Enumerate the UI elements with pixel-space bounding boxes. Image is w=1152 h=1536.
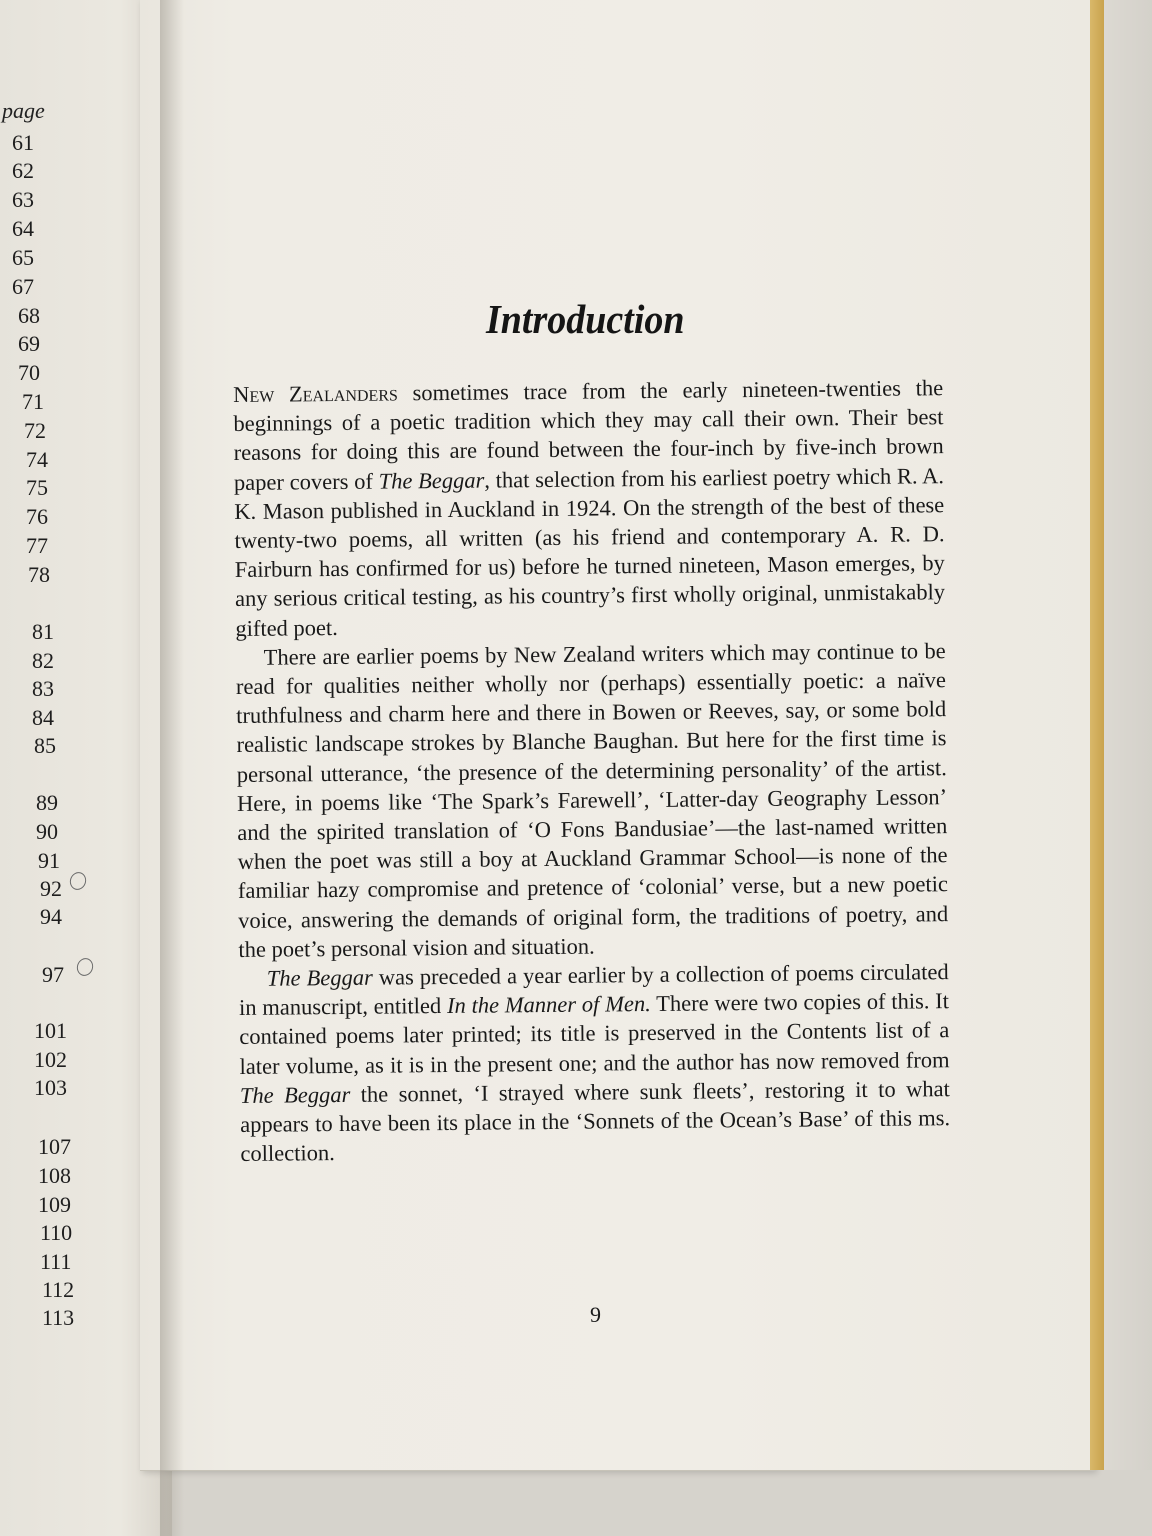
page-title: Introduction [486,297,685,343]
contents-page-number: 71 [22,389,44,414]
paragraph-text: the sonnet, ‘I strayed where sunk fleets’, restoring it to what appears to have been its place in the ‘Sonnets of the Ocean’s Base’ of this ms. collection. [240,1076,951,1167]
table-surface [1104,0,1152,1536]
paragraph-1 [233,373,945,643]
contents-page-number: 61 [12,130,34,155]
paragraph-text: sometimes trace from the early nineteen-twenties the beginnings of a poetic tradition which they may call their own. Their best reasons for doing this are found between the four-inch by five-inch brown paper covers of [233,375,944,495]
introduction-text [233,373,951,1168]
lead-in-small-caps: New Zealanders [233,380,398,407]
page-number: 9 [590,1302,601,1327]
book-gutter [160,0,184,1536]
paragraph-3 [239,957,951,1168]
contents-page-number: 89 [36,790,58,815]
contents-page-number: 91 [38,848,60,873]
contents-page-number: 101 [34,1018,67,1043]
contents-page-number: 78 [28,562,50,587]
paragraph-text: was preceded a year earlier by a collection of poems circulated in manuscript, entitled [238,959,949,1021]
contents-page-number: 76 [26,504,48,529]
contents-page-number: 90 [36,819,58,844]
contents-page-number: 108 [38,1163,71,1188]
paragraph-text: , that selection from his earliest poetry which R. A. K. Mason published in Auckland in 1924. On the strength of the best of these twenty-two poems, all written (as his friend and contemporary A. R. D. Fairburn has confirmed for us) before he turned nineteen, Mason emerges, by any serious critical testing, as his country’s first wholly original, unmistakably gifted poet. [234,462,946,641]
contents-page-number: 97 [42,962,64,987]
page-column-label: page [2,98,45,123]
contents-page-number: 64 [12,216,34,241]
book-cover-edge [1090,0,1104,1470]
paragraph-2: There are earlier poems by New Zealand writers which may continue to be read for qualities neither wholly nor (perhaps) essentially poetic: a naïve truthfulness and charm here and there in Bowen or Reeves, say, or some bold realistic landscape strokes by Blanche Baughan. But here for the first time is personal utterance, ‘the presence of the determining personality’ of the artist. Here, in poems like ‘The Spark’s Farewell’, ‘Latter-day Geography Lesson’ and the spirited translation of ‘O Fons Bandusiae’—the last-named written when the poet was still a boy at Auckland Grammar School—is none of the familiar hazy compromise and pretence of ‘colonial’ verse, but a new poetic voice, answering the demands of original form, the traditions of poetry, and the poet’s personal vision and situation. [235,638,949,962]
contents-page-number: 74 [26,447,48,472]
contents-page-number: 70 [18,360,40,385]
contents-page-number: 110 [40,1220,73,1245]
book-title-italic: The Beggar [266,964,373,991]
contents-page-number: 75 [26,475,48,500]
paragraph-text: There were two copies of this. It contained poems later printed; its title is preserved in the Contents list of a later volume, as it is in the present one; and the author has now removed from [239,988,950,1079]
contents-page-number: 82 [32,648,54,673]
contents-page-number: 81 [32,619,54,644]
contents-page-number: 62 [12,158,34,183]
book-title-italic: The Beggar [378,467,485,494]
contents-page-number: 112 [42,1277,75,1302]
contents-page-number: 113 [42,1305,75,1330]
contents-page-number: 69 [18,331,40,356]
contents-page-number: 94 [40,904,62,929]
contents-page-number: 84 [32,705,54,730]
contents-page-number: 72 [24,418,46,443]
contents-page-number: 83 [32,676,54,701]
contents-page-number: 92 [40,876,62,901]
pencil-circle-mark [74,956,95,978]
contents-page-number: 65 [12,245,34,270]
contents-page-number: 63 [12,187,34,212]
contents-page-number: 85 [34,733,56,758]
contents-page-number: 107 [38,1134,71,1159]
contents-page-number: 77 [26,533,48,558]
table-surface-bottom [160,1470,1152,1536]
contents-page-number: 111 [40,1249,72,1274]
contents-page-number: 103 [34,1075,67,1100]
contents-page-number: 109 [38,1192,71,1217]
book-title-italic: In the Manner of Men. [446,991,651,1019]
contents-page-number: 67 [12,274,34,299]
book-title-italic: The Beggar [239,1081,351,1108]
contents-page-number: 68 [18,303,40,328]
pencil-circle-mark [67,870,88,892]
contents-page-number: 102 [34,1047,67,1072]
